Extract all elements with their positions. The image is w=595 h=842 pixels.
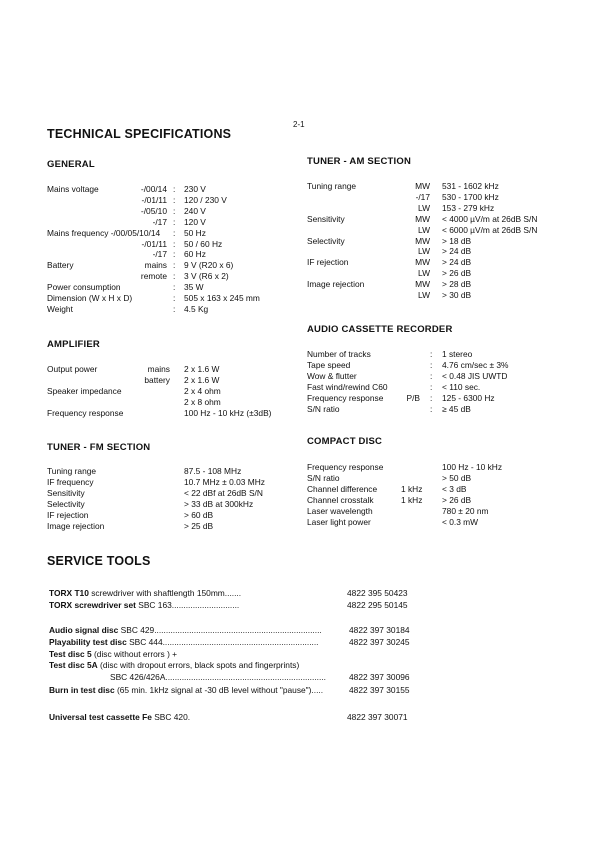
spec-variant: -/01/11 bbox=[141, 238, 167, 249]
spec-label: Selectivity bbox=[307, 235, 345, 246]
spec-band: LW bbox=[418, 290, 430, 300]
spec-value: 2 x 8 ohm bbox=[184, 396, 221, 407]
spec-band: MW bbox=[415, 235, 430, 246]
spec-value: > 26 dB bbox=[442, 494, 472, 505]
general-heading: GENERAL bbox=[47, 159, 95, 170]
spec-label: IF rejection bbox=[307, 257, 349, 268]
spec-value: < 0.3 mW bbox=[442, 516, 479, 527]
spec-label: Dimension (W x H x D) bbox=[47, 293, 133, 303]
spec-sep: : bbox=[173, 216, 176, 227]
spec-sep: : bbox=[173, 227, 176, 238]
spec-band: -/17 bbox=[415, 191, 430, 202]
service-tool-code: 4822 397 30184 bbox=[349, 625, 410, 635]
cd-heading: COMPACT DISC bbox=[307, 436, 383, 447]
spec-sep: : bbox=[430, 359, 433, 370]
spec-label: Tuning range bbox=[307, 181, 357, 191]
service-tool-detail: (65 min. 1kHz signal at -30 dB level without "pause")..... bbox=[114, 685, 324, 695]
spec-value: 50 Hz bbox=[184, 227, 206, 238]
service-tool-name: Test disc 5 bbox=[49, 649, 92, 659]
spec-value: 50 / 60 Hz bbox=[184, 238, 223, 249]
spec-label: Power consumption bbox=[47, 282, 121, 293]
service-tool-description bbox=[49, 600, 239, 610]
spec-band: MW bbox=[415, 213, 430, 224]
spec-label: Tape speed bbox=[307, 359, 351, 370]
spec-value: 3 V (R6 x 2) bbox=[184, 271, 229, 282]
spec-variant: -/01/11 bbox=[141, 194, 167, 205]
spec-label: Frequency response bbox=[307, 392, 384, 403]
service-tool-name: Audio signal disc bbox=[49, 625, 119, 635]
spec-label: Selectivity bbox=[47, 498, 85, 509]
spec-label: Weight bbox=[47, 303, 73, 314]
spec-sep: : bbox=[430, 370, 433, 381]
spec-label: Sensitivity bbox=[47, 487, 85, 498]
spec-value: 4.5 Kg bbox=[184, 303, 209, 314]
spec-label: IF frequency bbox=[47, 476, 94, 487]
spec-label: Mains voltage bbox=[47, 184, 99, 194]
spec-label: Channel difference bbox=[307, 483, 378, 494]
spec-variant: -/05/10 bbox=[140, 205, 167, 216]
spec-value: 530 - 1700 kHz bbox=[442, 191, 499, 202]
spec-value: > 50 dB bbox=[442, 472, 472, 483]
service-tool-description bbox=[49, 649, 177, 659]
spec-mid: P/B bbox=[406, 392, 420, 403]
spec-mid: 1 kHz bbox=[401, 483, 423, 494]
service-tool-description bbox=[49, 660, 299, 670]
cassette-heading: AUDIO CASSETTE RECORDER bbox=[307, 324, 453, 335]
spec-value: 120 V bbox=[184, 216, 206, 227]
spec-value: 2 x 1.6 W bbox=[184, 374, 220, 385]
spec-value: > 24 dB bbox=[442, 257, 472, 268]
page-title: TECHNICAL SPECIFICATIONS bbox=[47, 127, 232, 141]
spec-label: Fast wind/rewind C60 bbox=[307, 381, 388, 392]
spec-band: LW bbox=[418, 224, 430, 235]
spec-label: Mains frequency -/00/05/10/14 bbox=[47, 227, 161, 238]
spec-value: 100 Hz - 10 kHz bbox=[442, 462, 503, 472]
spec-variant: -/17 bbox=[152, 249, 167, 260]
service-tool-name: TORX screwdriver set bbox=[49, 600, 136, 610]
spec-label: Frequency response bbox=[47, 407, 124, 418]
service-tool-code: 4822 397 30071 bbox=[347, 712, 408, 722]
spec-value: 60 Hz bbox=[184, 249, 206, 260]
spec-value: 87.5 - 108 MHz bbox=[184, 466, 242, 476]
spec-label: Laser wavelength bbox=[307, 505, 373, 516]
spec-value: < 4000 µV/m at 26dB S/N bbox=[442, 213, 538, 224]
spec-label: Number of tracks bbox=[307, 349, 371, 359]
service-tool-description bbox=[49, 712, 190, 722]
spec-band: MW bbox=[415, 279, 430, 290]
spec-sep: : bbox=[173, 249, 176, 260]
spec-value: 780 ± 20 nm bbox=[442, 505, 489, 516]
spec-sep: : bbox=[173, 282, 176, 293]
spec-sep: : bbox=[430, 381, 433, 392]
spec-value: > 28 dB bbox=[442, 279, 472, 290]
spec-band: LW bbox=[418, 202, 430, 213]
spec-variant: -/00/14 bbox=[140, 184, 167, 194]
spec-label: Output power bbox=[47, 364, 98, 374]
service-tools-heading: SERVICE TOOLS bbox=[47, 554, 151, 568]
spec-variant: remote bbox=[140, 271, 167, 282]
spec-value: < 110 sec. bbox=[442, 381, 481, 392]
spec-value: 4.76 cm/sec ± 3% bbox=[442, 359, 509, 370]
spec-sep: : bbox=[173, 293, 176, 303]
spec-label: Speaker impedance bbox=[47, 385, 122, 396]
service-tool-detail: SBC 444................................................................... bbox=[126, 637, 319, 647]
spec-value: 505 x 163 x 245 mm bbox=[184, 293, 260, 303]
spec-value: < 6000 µV/m at 26dB S/N bbox=[442, 224, 538, 235]
service-tool-name: Test disc 5A bbox=[49, 660, 98, 670]
service-tool-name: Burn in test disc bbox=[49, 685, 115, 695]
service-tool-detail: screwdriver with shaftlength 150mm....... bbox=[88, 588, 242, 598]
amplifier-heading: AMPLIFIER bbox=[47, 339, 100, 350]
spec-value: > 30 dB bbox=[442, 290, 472, 300]
tuner-am-heading: TUNER - AM SECTION bbox=[307, 156, 412, 167]
spec-value: 100 Hz - 10 kHz (±3dB) bbox=[184, 407, 272, 418]
spec-band: MW bbox=[415, 181, 430, 191]
spec-value: < 22 dBf at 26dB S/N bbox=[184, 487, 263, 498]
spec-sep: : bbox=[173, 194, 176, 205]
spec-value: > 26 dB bbox=[442, 268, 472, 279]
spec-sep: : bbox=[430, 349, 433, 359]
service-tool-name: Universal test cassette Fe bbox=[49, 712, 152, 722]
spec-value: > 33 dB at 300kHz bbox=[184, 498, 254, 509]
spec-band: MW bbox=[415, 257, 430, 268]
service-tool-description bbox=[49, 625, 322, 635]
service-tool-code: 4822 295 50145 bbox=[347, 600, 408, 610]
spec-variant: mains bbox=[144, 260, 167, 271]
spec-label: S/N ratio bbox=[307, 403, 340, 414]
spec-value: 35 W bbox=[184, 282, 204, 293]
spec-band: LW bbox=[418, 268, 430, 279]
spec-label: Battery bbox=[47, 260, 74, 271]
spec-value: 153 - 279 kHz bbox=[442, 202, 495, 213]
spec-value: 531 - 1602 kHz bbox=[442, 181, 499, 191]
spec-label: Channel crosstalk bbox=[307, 494, 374, 505]
service-tool-code: 4822 397 30096 bbox=[349, 672, 410, 682]
spec-value: 240 V bbox=[184, 205, 206, 216]
service-tool-description bbox=[49, 637, 319, 647]
spec-label: Image rejection bbox=[47, 520, 105, 531]
spec-label: Frequency response bbox=[307, 462, 384, 472]
spec-label: Image rejection bbox=[307, 279, 365, 290]
service-tool-detail: SBC 429........................................................................ bbox=[118, 625, 322, 635]
spec-label: Sensitivity bbox=[307, 213, 345, 224]
spec-value: > 60 dB bbox=[184, 509, 214, 520]
spec-sep: : bbox=[173, 184, 176, 194]
spec-value: < 3 dB bbox=[442, 483, 467, 494]
spec-value: 1 stereo bbox=[442, 349, 473, 359]
spec-label: Tuning range bbox=[47, 466, 97, 476]
service-tool-detail: SBC 163............................. bbox=[135, 600, 240, 610]
service-tool-code: 4822 397 30155 bbox=[349, 685, 410, 695]
service-tool-detail: (disc without errors ) + bbox=[91, 649, 178, 659]
page-number: 2-1 bbox=[293, 120, 305, 129]
spec-band: LW bbox=[418, 246, 430, 257]
spec-sep: : bbox=[173, 271, 176, 282]
service-tool-description bbox=[49, 685, 323, 695]
spec-value: ≥ 45 dB bbox=[442, 403, 471, 414]
spec-mid: 1 kHz bbox=[401, 494, 423, 505]
spec-sep: : bbox=[173, 205, 176, 216]
spec-value: > 24 dB bbox=[442, 246, 472, 257]
tuner-fm-heading: TUNER - FM SECTION bbox=[47, 442, 151, 453]
spec-sep: : bbox=[173, 303, 176, 314]
spec-value: > 18 dB bbox=[442, 235, 472, 246]
spec-value: 2 x 4 ohm bbox=[184, 385, 221, 396]
spec-value: > 25 dB bbox=[184, 520, 214, 531]
spec-label: IF rejection bbox=[47, 509, 89, 520]
service-tool-detail: SBC 426/426A..................................................................... bbox=[110, 672, 326, 682]
spec-sep: : bbox=[173, 260, 176, 271]
service-tool-description bbox=[110, 672, 326, 682]
spec-variant: battery bbox=[144, 374, 170, 385]
spec-variant: mains bbox=[147, 364, 170, 374]
service-tool-detail: SBC 420. bbox=[151, 712, 191, 722]
service-tool-description bbox=[49, 588, 241, 598]
spec-variant: -/17 bbox=[152, 216, 167, 227]
spec-value: < 0.48 JIS UWTD bbox=[442, 370, 508, 381]
service-tool-code: 4822 395 50423 bbox=[347, 588, 408, 598]
spec-value: 230 V bbox=[184, 184, 206, 194]
service-tool-name: Playability test disc bbox=[49, 637, 127, 647]
spec-value: 9 V (R20 x 6) bbox=[184, 260, 234, 271]
spec-label: Wow & flutter bbox=[307, 370, 357, 381]
service-tool-detail: (disc with dropout errors, black spots and fingerprints) bbox=[97, 660, 300, 670]
spec-sep: : bbox=[430, 403, 433, 414]
service-tool-name: TORX T10 bbox=[49, 588, 89, 598]
spec-value: 120 / 230 V bbox=[184, 194, 227, 205]
spec-value: 125 - 6300 Hz bbox=[442, 392, 495, 403]
spec-sep: : bbox=[173, 238, 176, 249]
spec-label: S/N ratio bbox=[307, 472, 340, 483]
spec-label: Laser light power bbox=[307, 516, 371, 527]
spec-value: 2 x 1.6 W bbox=[184, 364, 220, 374]
service-tool-code: 4822 397 30245 bbox=[349, 637, 410, 647]
spec-value: 10.7 MHz ± 0.03 MHz bbox=[184, 476, 265, 487]
spec-sep: : bbox=[430, 392, 433, 403]
